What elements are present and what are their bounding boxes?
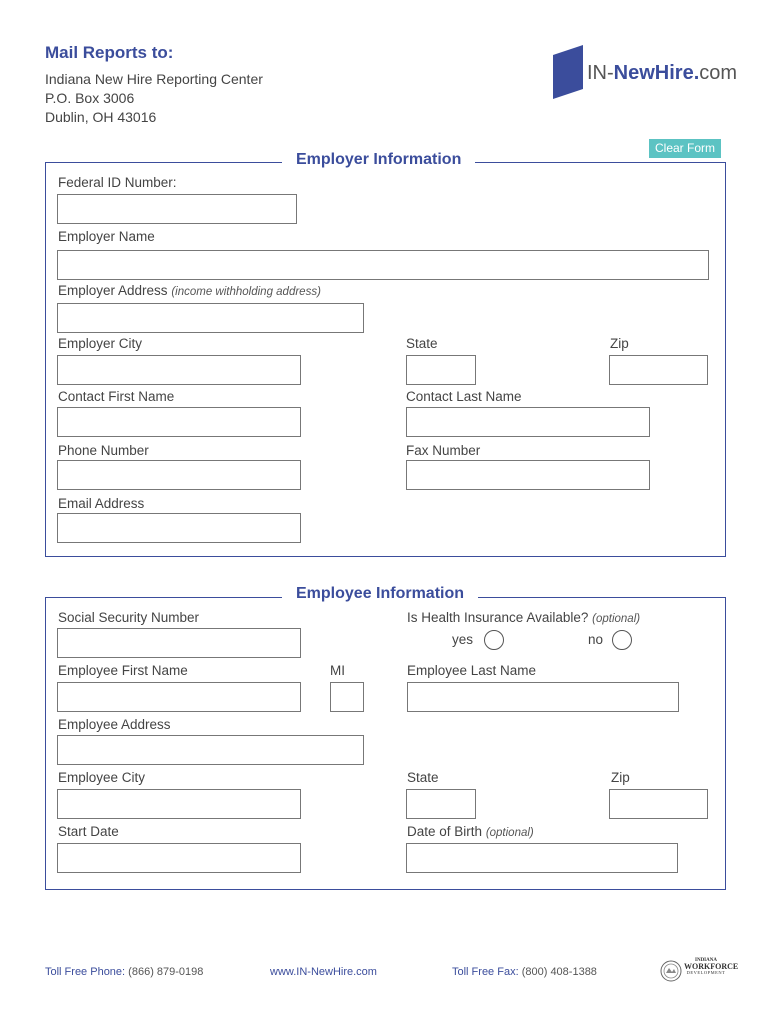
employee-state-field[interactable] xyxy=(406,789,476,819)
health-insurance-label xyxy=(407,610,640,625)
address-line-3: Dublin, OH 43016 xyxy=(45,109,157,125)
health-no-radio[interactable] xyxy=(612,630,632,650)
employee-zip-label: Zip xyxy=(611,770,630,785)
mail-reports-title: Mail Reports to: xyxy=(45,43,174,62)
employee-address-field[interactable] xyxy=(57,735,364,765)
employer-state-field[interactable] xyxy=(406,355,476,385)
employer-name-field[interactable] xyxy=(57,250,709,280)
employer-city-field[interactable] xyxy=(57,355,301,385)
logo-mid: NewHire xyxy=(613,62,694,84)
mi-label: MI xyxy=(330,663,345,678)
dob-label xyxy=(407,824,534,839)
door-logo-icon xyxy=(551,45,585,100)
dob-label-text: Date of Birth xyxy=(407,824,483,839)
fax-label: Fax Number xyxy=(406,443,481,458)
email-field[interactable] xyxy=(57,513,301,543)
footer-website-link[interactable]: www.IN-NewHire.com xyxy=(270,966,377,978)
in-newhire-logo xyxy=(587,62,737,85)
health-yes-label: yes xyxy=(452,632,474,647)
agency-line-1: INDIANA xyxy=(695,958,717,963)
logo-suffix: com xyxy=(699,62,738,84)
address-line-2: P.O. Box 3006 xyxy=(45,90,135,106)
employee-state-label: State xyxy=(407,770,439,785)
clear-form-button[interactable]: Clear Form xyxy=(649,139,721,158)
employer-state-label: State xyxy=(406,336,438,351)
state-seal-icon xyxy=(660,960,682,982)
logo-prefix: IN- xyxy=(587,62,614,84)
start-date-label: Start Date xyxy=(58,824,119,839)
health-no-label: no xyxy=(588,632,604,647)
footer-fax-label: Toll Free Fax: xyxy=(452,966,519,978)
health-insurance-note: (optional) xyxy=(592,613,641,625)
employee-city-field[interactable] xyxy=(57,789,301,819)
employee-zip-field[interactable] xyxy=(609,789,708,819)
address-line-1: Indiana New Hire Reporting Center xyxy=(45,71,263,87)
health-insurance-label-text: Is Health Insurance Available? xyxy=(407,610,589,625)
contact-first-field[interactable] xyxy=(57,407,301,437)
footer-phone xyxy=(45,966,203,978)
footer-fax-value: (800) 408-1388 xyxy=(521,966,597,978)
fax-field[interactable] xyxy=(406,460,650,490)
employer-address-label xyxy=(58,283,321,298)
start-date-field[interactable] xyxy=(57,843,301,873)
logo-dot: . xyxy=(693,62,700,84)
contact-last-field[interactable] xyxy=(406,407,650,437)
agency-line-2: WORKFORCE xyxy=(684,962,739,971)
health-yes-radio[interactable] xyxy=(484,630,504,650)
federal-id-field[interactable] xyxy=(57,194,297,224)
contact-last-label: Contact Last Name xyxy=(406,389,522,404)
email-label: Email Address xyxy=(58,496,145,511)
employer-name-label: Employer Name xyxy=(58,229,155,244)
employer-address-label-text: Employer Address xyxy=(58,283,168,298)
employee-first-label: Employee First Name xyxy=(58,663,188,678)
mi-field[interactable] xyxy=(330,682,364,712)
agency-line-3: DEVELOPMENT xyxy=(686,970,726,975)
employer-address-field[interactable] xyxy=(57,303,364,333)
ssn-label: Social Security Number xyxy=(58,610,200,625)
employee-section-title: Employee Information xyxy=(282,585,478,603)
employee-first-field[interactable] xyxy=(57,682,301,712)
footer-phone-value: (866) 879-0198 xyxy=(128,966,204,978)
dob-note: (optional) xyxy=(485,827,534,839)
footer-fax xyxy=(452,966,597,978)
dob-field[interactable] xyxy=(406,843,678,873)
employee-address-label: Employee Address xyxy=(58,717,171,732)
employee-last-field[interactable] xyxy=(407,682,679,712)
phone-label: Phone Number xyxy=(58,443,149,458)
employee-last-label: Employee Last Name xyxy=(407,663,537,678)
federal-id-label: Federal ID Number: xyxy=(58,175,177,190)
contact-first-label: Contact First Name xyxy=(58,389,175,404)
employer-address-note: (income withholding address) xyxy=(171,286,321,298)
employer-zip-label: Zip xyxy=(610,336,629,351)
employer-city-label: Employer City xyxy=(58,336,143,351)
employer-section-title: Employer Information xyxy=(282,151,475,169)
employer-zip-field[interactable] xyxy=(609,355,708,385)
employee-city-label: Employee City xyxy=(58,770,146,785)
phone-field[interactable] xyxy=(57,460,301,490)
ssn-field[interactable] xyxy=(57,628,301,658)
footer-phone-label: Toll Free Phone: xyxy=(45,966,126,978)
